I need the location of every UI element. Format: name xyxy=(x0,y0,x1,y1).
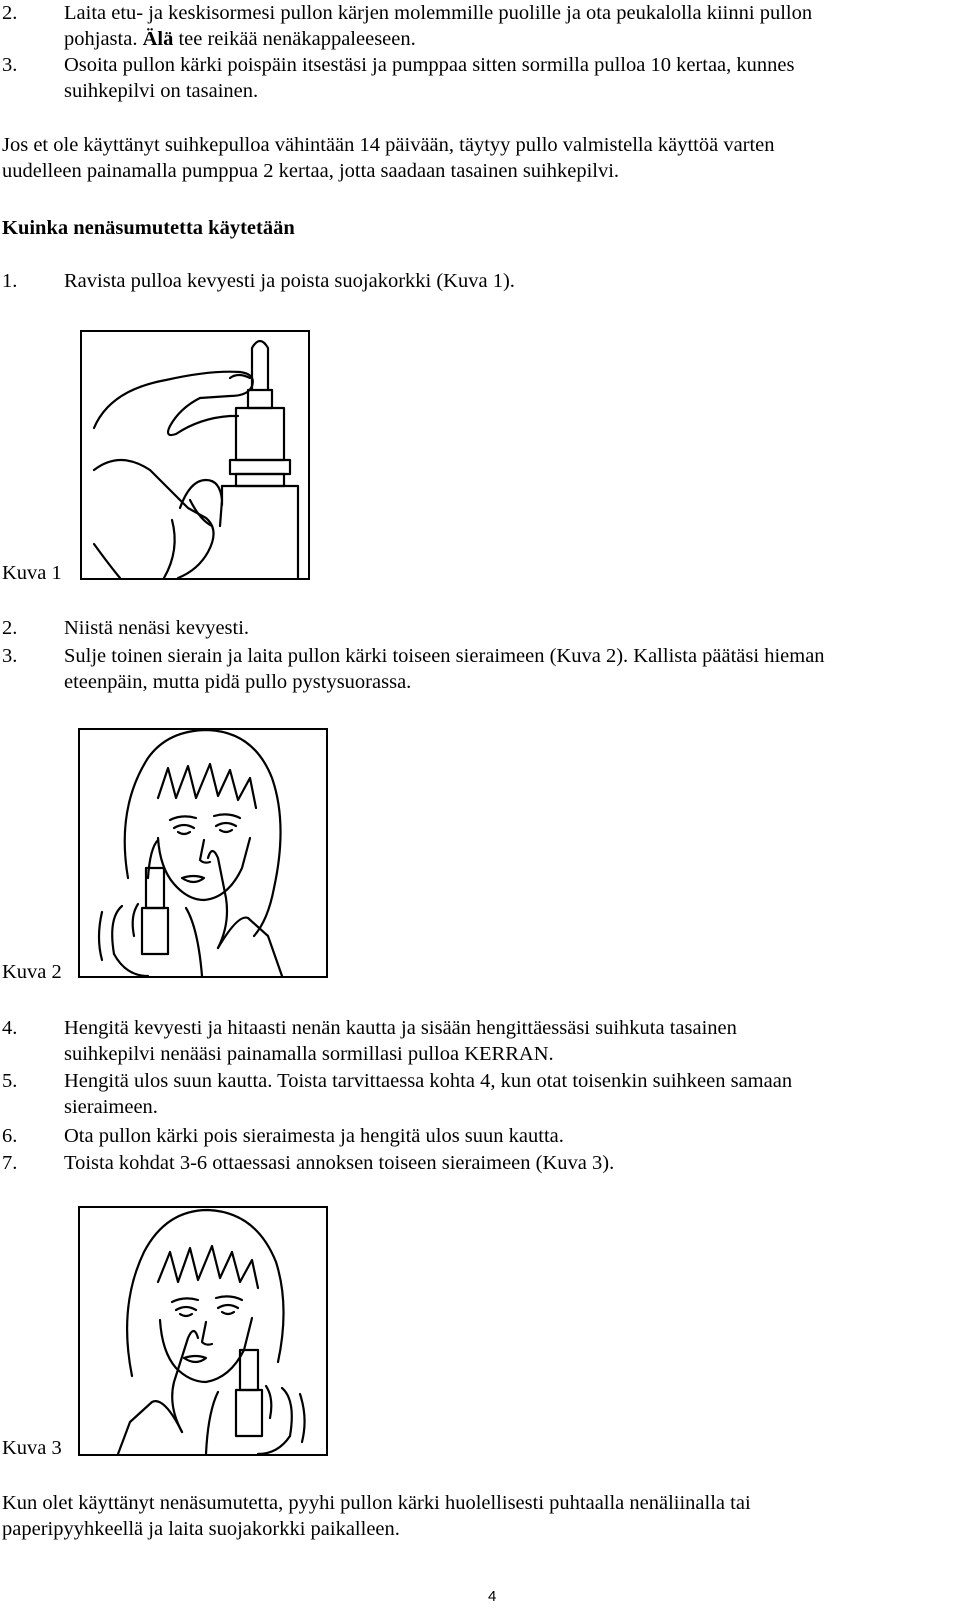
step-text: Hengitä kevyesti ja hitaasti nenän kautta ja sisään hengittäessäsi suihkuta tasainen xyxy=(64,1017,737,1039)
priming-paragraph-line-2: uudelleen painamalla pumppua 2 kertaa, jotta saadaan tasainen suihkepilvi. xyxy=(2,160,620,182)
priming-paragraph-line-1: Jos et ole käyttänyt suihkepulloa vähintään 14 päivään, täytyy pullo valmistella käyttöä varten xyxy=(2,134,775,156)
figure-2-illustration xyxy=(78,728,328,978)
page-number: 4 xyxy=(488,1588,497,1605)
figure-1-caption: Kuva 1 xyxy=(2,562,62,584)
step-number: 5. xyxy=(2,1070,18,1092)
step-number: 2. xyxy=(2,2,18,24)
person-using-spray-right-nostril-image xyxy=(78,728,328,978)
step-text: Niistä nenäsi kevyesti. xyxy=(64,617,250,639)
person-using-spray-left-nostril-image xyxy=(78,1206,328,1456)
figure-2-caption: Kuva 2 xyxy=(2,961,62,983)
closing-paragraph-line-2: paperipyyhkeellä ja laita suojakorkki paikalleen. xyxy=(2,1518,400,1540)
figure-3-caption: Kuva 3 xyxy=(2,1437,62,1459)
hand-holding-spray-bottle-image xyxy=(80,330,310,580)
step-text: Sulje toinen sierain ja laita pullon kärki toiseen sieraimeen (Kuva 2). Kallista päätäsi hieman xyxy=(64,645,825,667)
figure-3-illustration xyxy=(78,1206,328,1456)
step-text: suihkepilvi nenääsi painamalla sormillasi pulloa KERRAN. xyxy=(64,1043,554,1065)
figure-1-illustration xyxy=(80,330,310,580)
warning-bold: Älä xyxy=(142,28,174,50)
step-text: Osoita pullon kärki poispäin itsestäsi ja pumppaa sitten sormilla pulloa 10 kertaa, kunnes xyxy=(64,54,795,76)
step-text: Toista kohdat 3-6 ottaessasi annoksen toiseen sieraimeen (Kuva 3). xyxy=(64,1152,615,1174)
step-text: pohjasta. xyxy=(64,28,143,50)
section-heading: Kuinka nenäsumutetta käytetään xyxy=(2,217,295,239)
closing-paragraph-line-1: Kun olet käyttänyt nenäsumutetta, pyyhi pullon kärki huolellisesti puhtaalla nenäliinalla tai xyxy=(2,1492,751,1514)
step-number: 3. xyxy=(2,645,18,667)
step-number: 2. xyxy=(2,617,18,639)
step-text: sieraimeen. xyxy=(64,1096,158,1118)
step-number: 6. xyxy=(2,1125,18,1147)
step-number: 4. xyxy=(2,1017,18,1039)
step-text: Ota pullon kärki pois sieraimesta ja hengitä ulos suun kautta. xyxy=(64,1125,564,1147)
step-text: suihkepilvi on tasainen. xyxy=(64,80,259,102)
step-number: 3. xyxy=(2,54,18,76)
step-text: eteenpäin, mutta pidä pullo pystysuorassa. xyxy=(64,671,412,693)
step-text: tee reikää nenäkappaleeseen. xyxy=(173,28,416,50)
step-text: Ravista pulloa kevyesti ja poista suojakorkki (Kuva 1). xyxy=(64,270,515,292)
step-number: 1. xyxy=(2,270,18,292)
step-text: Laita etu- ja keskisormesi pullon kärjen molemmille puolille ja ota peukalolla kiinni pullon xyxy=(64,2,813,24)
step-number: 7. xyxy=(2,1152,18,1174)
step-text: Hengitä ulos suun kautta. Toista tarvittaessa kohta 4, kun otat toisenkin suihkeen samaan xyxy=(64,1070,793,1092)
